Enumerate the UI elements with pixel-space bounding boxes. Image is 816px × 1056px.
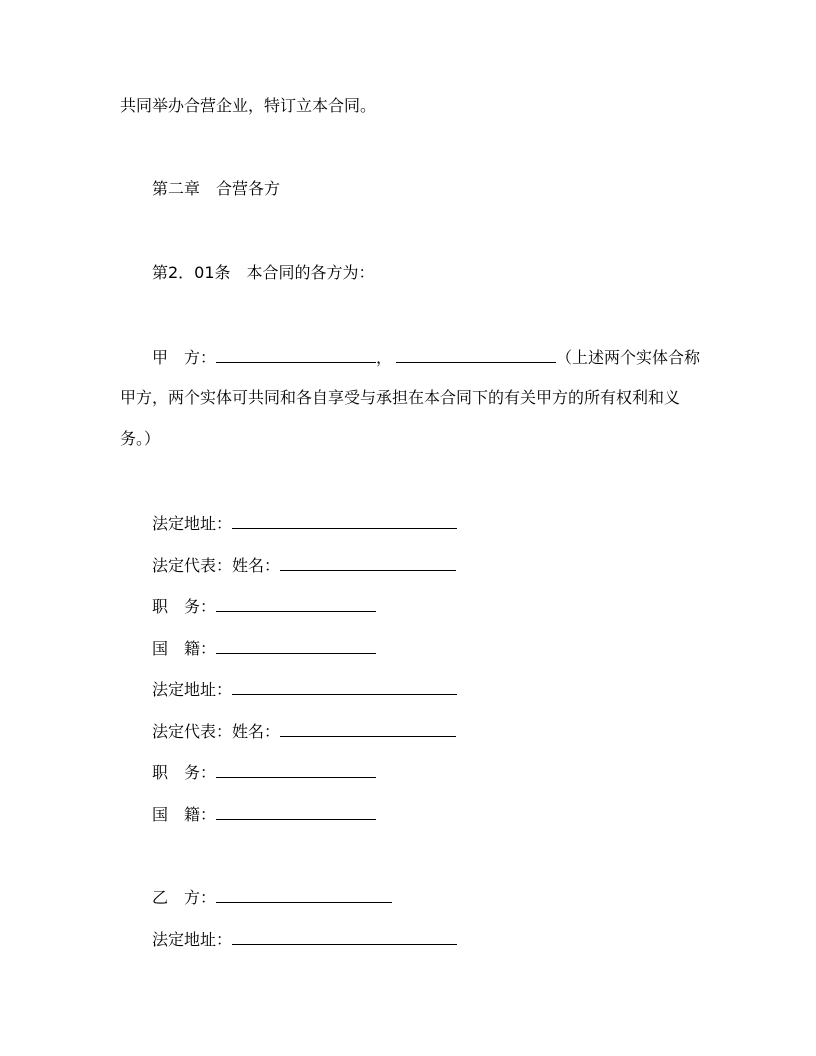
article-heading <box>152 263 375 283</box>
entity2-nationality-char1: 国 <box>152 805 169 824</box>
party-a-entity1-blank[interactable] <box>216 346 376 363</box>
entity1-rep-blank[interactable] <box>280 554 456 571</box>
party-b-label-char1: 乙 <box>152 888 169 907</box>
entity2-rep-row <box>152 720 456 740</box>
entity2-nationality-char2: 籍： <box>184 805 217 824</box>
entity2-title-char2: 务： <box>184 763 217 782</box>
entity2-title-blank[interactable] <box>216 761 376 778</box>
party-a-note-line3: 务。） <box>120 429 161 448</box>
chapter-title: 合营各方 <box>216 179 281 198</box>
party-a-note-line2: 甲方，两个实体可共同和各自享受与承担在本合同下的有关甲方的所有权利和义 <box>120 388 681 407</box>
party-a-note-end <box>120 429 160 449</box>
party-a-label-char2: 方： <box>184 348 217 367</box>
entity1-nationality-blank[interactable] <box>216 637 376 654</box>
intro-paragraph <box>120 96 376 116</box>
entity1-title-row <box>152 595 376 615</box>
party-a-label-char1: 甲 <box>152 348 169 367</box>
entity2-address-label: 法定地址： <box>152 680 233 699</box>
entity1-address-blank[interactable] <box>232 512 457 529</box>
article-number: 第2．01条 <box>152 263 231 282</box>
party-a-note <box>120 388 680 408</box>
chapter-heading <box>152 179 280 199</box>
entity2-address-row <box>152 678 457 698</box>
entity1-rep-row <box>152 554 456 574</box>
party-b-label-char2: 方： <box>184 888 217 907</box>
party-a-separator: ， <box>376 348 393 367</box>
entity1-title-char2: 务： <box>184 597 217 616</box>
entity2-title-char1: 职 <box>152 763 169 782</box>
entity1-nationality-char1: 国 <box>152 639 169 658</box>
entity2-rep-blank[interactable] <box>280 720 456 737</box>
party-b-row <box>152 886 392 906</box>
intro-text: 共同举办合营企业，特订立本合同。 <box>120 96 377 115</box>
entity1-address-row <box>152 512 457 532</box>
article-title: 本合同的各方为： <box>246 263 375 282</box>
party-a-entity2-blank[interactable] <box>396 346 556 363</box>
entity2-title-row <box>152 761 376 781</box>
entity2-address-blank[interactable] <box>232 678 457 695</box>
entity1-rep-label: 法定代表：姓名： <box>152 556 281 575</box>
chapter-number: 第二章 <box>152 179 201 198</box>
entity1-title-blank[interactable] <box>216 595 376 612</box>
party-b-address-label: 法定地址： <box>152 930 233 949</box>
party-b-address-blank[interactable] <box>232 928 457 945</box>
entity2-nationality-row <box>152 803 376 823</box>
entity1-nationality-row <box>152 637 376 657</box>
entity2-nationality-blank[interactable] <box>216 803 376 820</box>
entity1-nationality-char2: 籍： <box>184 639 217 658</box>
party-a-line <box>152 346 700 366</box>
entity2-rep-label: 法定代表：姓名： <box>152 722 281 741</box>
party-a-note-line1: （上述两个实体合称 <box>556 348 701 367</box>
entity1-title-char1: 职 <box>152 597 169 616</box>
entity1-address-label: 法定地址： <box>152 514 233 533</box>
party-b-name-blank[interactable] <box>216 886 392 903</box>
party-b-address-row <box>152 928 457 948</box>
